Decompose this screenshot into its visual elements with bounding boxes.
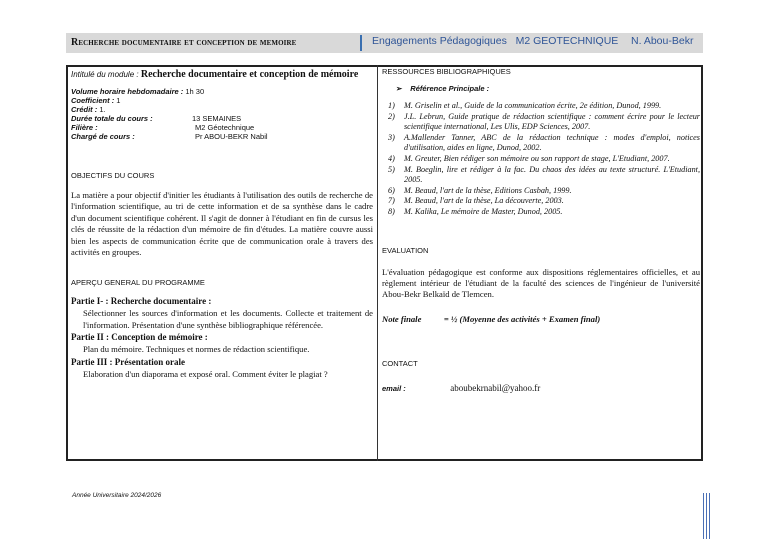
ref-number: 7) (388, 196, 395, 206)
ref-number: 5) (388, 164, 395, 174)
field-key: Crédit : (71, 105, 98, 114)
list-item (382, 101, 700, 112)
column-divider (377, 65, 378, 461)
field-filiere (71, 123, 373, 132)
ref-number: 8) (388, 206, 395, 216)
field-key: Coefficient : (71, 96, 115, 105)
page-header (66, 33, 703, 53)
field-key: Filière : (71, 123, 98, 132)
field-volume (71, 87, 373, 96)
ref-text: M. Beaud, l'art de la thèse, La découverte, 2003. (404, 196, 564, 206)
part-text: Sélectionner les sources d'information et les documents. Collecte et traitement de l'information. Présentation d'une synthèse bibliographique référencée. (83, 308, 373, 330)
list-item (382, 207, 700, 218)
objectifs-text: La matière a pour objectif d'initier les étudiants à l'utilisation des outils de recherche de l'information scientifique, au tri de cette information et de sa synthèse dans le cadre d'un document scientifique cohérent. Il s'agit de donner à l'étudiant en fin de cursus les clés de réussite de la rédaction d'un mémoire de fin d'études. La matière couvre aussi bien les aspects de communication écrite que de communication orale à travers des activités en groupes. (71, 190, 373, 258)
module-title (71, 69, 373, 80)
field-value: M2 Géotechnique (195, 123, 255, 132)
reference-subheading-text: Référence Principale : (410, 84, 490, 93)
field-value: 1h 30 (185, 87, 205, 96)
ref-number: 2) (388, 111, 395, 121)
header-author: N. Abou-Bekr (631, 35, 694, 47)
list-item (382, 196, 700, 207)
evaluation-text: L'évaluation pédagogique est conforme aux dispositions réglementaires officielles, et au règlement intérieur de l'étudiant de la faculté des sciences de l'ingénieur de l'université Abou-Bekr Belkaïd de Tlemcen. (382, 266, 700, 300)
evaluation-heading: EVALUATION (382, 245, 429, 255)
part-title: Partie II : Conception de mémoire : (71, 332, 208, 343)
reference-list (382, 101, 700, 218)
objectifs-heading: OBJECTIFS DU COURS (71, 171, 155, 180)
right-column (382, 67, 700, 396)
ref-number: 1) (388, 101, 395, 110)
note-finale (382, 309, 700, 327)
decorative-line (709, 493, 710, 539)
field-key: Durée totale du cours : (71, 114, 153, 123)
left-column (71, 67, 373, 380)
module-name: Recherche documentaire et conception de mémoire (140, 69, 359, 80)
decorative-line (706, 493, 707, 539)
note-label: Note finale (382, 313, 422, 324)
field-value: 13 SEMAINES (192, 114, 242, 123)
ref-text: M. Beaud, l'art de la thèse, Editions Casbah, 1999. (404, 185, 572, 195)
field-value: 1 (116, 96, 121, 105)
part-text: Elaboration d'un diaporama et exposé oral. Comment éviter le plagiat ? (83, 368, 328, 379)
header-title: Recherche documentaire et conception de memoire (71, 37, 297, 48)
contact-heading: CONTACT (382, 358, 418, 368)
field-duree (71, 114, 373, 123)
ressources-heading: RESSOURCES BIBLIOGRAPHIQUES (382, 67, 511, 76)
field-coefficient (71, 96, 373, 105)
note-formula: = ½ (Moyenne des activités + Examen final) (443, 313, 601, 324)
part-title: Partie I- : Recherche documentaire : (71, 296, 212, 307)
header-separator (360, 35, 362, 51)
list-item (382, 112, 700, 133)
header-subtitle: Engagements Pédagogiques M2 GEOTECHNIQUE (372, 35, 619, 47)
list-item (382, 154, 700, 165)
ref-text: J.L. Lebrun, Guide pratique de rédaction scientifique : comment écrire pour le lecteur scientifique international, Les Ulis, EDP Sciences, 2007. (404, 111, 700, 132)
list-item (382, 165, 700, 186)
list-item (382, 186, 700, 197)
ref-number: 3) (388, 132, 395, 142)
footer-year: Année Universitaire 2024/2026 (72, 492, 162, 499)
part-title: Partie III : Présentation orale (71, 356, 185, 367)
ref-text: M. Greuter, Bien rédiger son mémoire ou son rapport de stage, L'Etudiant, 2007. (404, 153, 670, 163)
email-link[interactable]: aboubekrnabil@yahoo.fr (450, 382, 541, 393)
arrow-bullet-icon: ➢ (396, 84, 403, 93)
field-value: Pr ABOU-BEKR Nabil (195, 132, 268, 141)
ref-text: A.Mallender Tanner, ABC de la rédaction technique : modes d'emploi, notices d'utilisation, aides en ligne, Dunod, 2002. (404, 132, 700, 153)
field-credit (71, 105, 373, 114)
contact-email-row (382, 378, 700, 396)
ref-text: M. Boeglin, lire et rédiger à la fac. Du chaos des idées au texte structuré. L'Etudiant, 2005. (404, 164, 700, 185)
ref-number: 4) (388, 153, 395, 163)
field-charge (71, 132, 373, 141)
decorative-line (703, 493, 704, 539)
reference-subheading (382, 84, 700, 93)
field-key: Chargé de cours : (71, 132, 135, 141)
field-key: Volume horaire hebdomadaire : (71, 87, 184, 96)
programme-heading: APERÇU GENERAL DU PROGRAMME (71, 278, 205, 288)
list-item (382, 133, 700, 154)
programme-list (71, 295, 373, 380)
ref-text: M. Griselin et al., Guide de la communication écrite, 2e édition, Dunod, 1999. (404, 101, 662, 110)
part-text: Plan du mémoire. Techniques et normes de rédaction scientifique. (83, 344, 310, 355)
ref-number: 6) (388, 185, 395, 195)
field-value: 1. (99, 105, 106, 114)
module-label: Intitulé du module : (71, 70, 139, 79)
ref-text: M. Kalika, Le mémoire de Master, Dunod, 2005. (404, 206, 563, 216)
email-label: email : (382, 383, 406, 393)
